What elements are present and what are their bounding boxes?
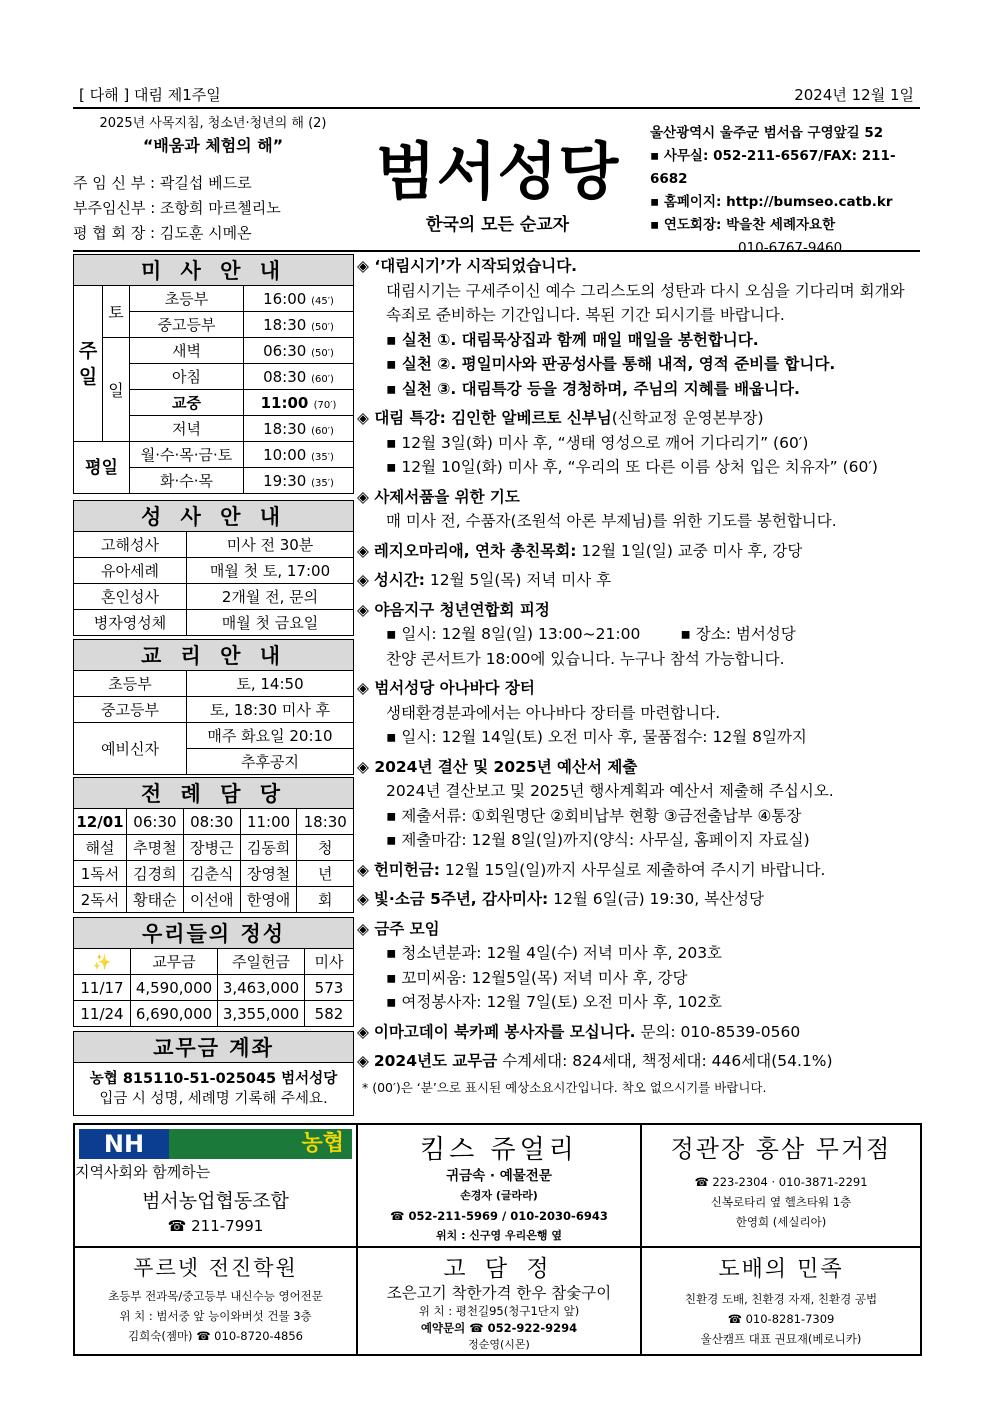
news-title: 빛·소금 5주년, 감사미사: (373, 890, 549, 908)
news-body: 대림시기는 구세주이신 예수 그리스도의 성탄과 다시 오심을 기다리며 회개와 속죄로 준비하는 기간입니다. 복된 기간 되시기를 바랍니다. (386, 281, 905, 324)
mass-name: 월·수·목·금·토 (130, 442, 244, 468)
person: 이선애 (183, 887, 240, 913)
weekday-label: 평일 (74, 442, 130, 494)
mass-time: 06:30 (50′) (244, 338, 354, 364)
motto-line: 2025년 사목지침, 청소년·청년의 해 (2) (99, 116, 327, 131)
ad-line: 조은고기 착한가격 한우 참숯구이 (386, 1284, 612, 1302)
offering-date: 11/24 (74, 1001, 131, 1027)
staff-item: 주 임 신 부 : 곽길섭 베드로 (73, 174, 252, 192)
address: 울산광역시 울주군 범서읍 구영앞길 52 (650, 125, 884, 141)
news-title: 야음지구 청년연합회 피정 (374, 600, 550, 619)
class-name: 초등부 (74, 671, 187, 697)
ad-line: 위치 : 신구영 우리은행 옆 (436, 1229, 562, 1242)
ad-title: 고 담 정 (443, 1256, 555, 1282)
account-table (73, 1031, 354, 1116)
mass-name: 중고등부 (130, 312, 244, 338)
ad-kims (357, 1124, 641, 1247)
offering-value: 3,463,000 (218, 975, 305, 1001)
news-item: ◈ ‘대림시기’가 시작되었습니다. 대림시기는 구세주이신 예수 그리스도의 성탄과 다시 오심을 기다리며 회개와 속죄로 준비하는 기간입니다. 복된 기간 되시기를 바랍니다. ▪ 실천 ①. 대림묵상집과 함께 매일 매일을 봉헌합니다. ▪ 실천 ②. 평일미사와 판공성사를 통해 내적, 영적 준비를 합니다. ▪ 실천 ③. 대림특강 등을 경청하며, 주님의 지혜를 배웁니다. (357, 254, 923, 401)
person: 장영철 (240, 861, 297, 887)
offering-value: 4,590,000 (131, 975, 218, 1001)
ad-name: 범서농업협동조합 (142, 1190, 289, 1212)
ad-jeonggwanjang (641, 1124, 921, 1247)
person: 추명철 (127, 835, 184, 861)
news-title: 2024년 결산 및 2025년 예산서 제출 (374, 757, 638, 776)
sunday-label: 주 일 (74, 286, 103, 442)
president: ▪ 연도회장: 박을찬 세례자요한 (650, 217, 836, 233)
news-item: ◈ 레지오마리애, 연차 총친목회: 12월 1일(일) 교중 미사 후, 강당 (357, 541, 803, 560)
news-title: 성시간: (373, 571, 425, 589)
person: 김춘식 (183, 861, 240, 887)
sparkle-icon: ✨ (74, 949, 131, 975)
sacrament-table (73, 500, 354, 636)
news-body: 찬양 콘서트가 18:00에 있습니다. 누구나 참석 가능합니다. (386, 649, 785, 668)
week-label: [ 다해 ] 대림 제1주일 (79, 86, 221, 104)
role: 1독서 (74, 861, 127, 887)
parish-subtitle: 한국의 모든 순교자 (425, 215, 570, 235)
mass-time: 18:30 (50′) (244, 312, 354, 338)
offering-value: 3,355,000 (218, 1001, 305, 1027)
news-item: ◈ 성시간: 12월 5일(목) 저녁 미사 후 (357, 571, 612, 589)
account-note: 입금 시 성명, 세례명 기록해 주세요. (99, 1091, 328, 1107)
person: 김경희 (127, 861, 184, 887)
news-bullet: ▪ 실천 ①. 대림묵상집과 함께 매일 매일을 봉헌합니다. (386, 330, 759, 349)
ad-nh (74, 1124, 357, 1247)
sacrament-info: 2개월 전, 문의 (187, 584, 354, 610)
news-body: 12월 15일(일)까지 사무실로 제출하여 주시기 바랍니다. (439, 860, 826, 879)
mass-time: 11:00 (70′) (244, 390, 354, 416)
ad-line: 손경자 (글라라) (460, 1189, 538, 1202)
catechism-table (73, 639, 354, 775)
section-title: 교무금 계좌 (74, 1032, 354, 1063)
ad-title: 킴스 쥬얼리 (420, 1135, 578, 1165)
news-bullet: ▪ 12월 10일(화) 미사 후, “우리의 또 다른 이름 상처 입은 치유자” (60′) (386, 458, 878, 476)
offering-head: 주일헌금 (218, 949, 305, 975)
ad-phone: ☎ 223-2304 · 010-3871-2291 (694, 1175, 868, 1189)
ad-phone: ☎ 211-7991 (167, 1217, 264, 1235)
sat-label: 토 (103, 286, 130, 338)
section-title: 성 사 안 내 (74, 501, 354, 532)
offering-table (73, 917, 354, 1027)
header-contact (650, 122, 925, 260)
news-item: ◈ 빛·소금 5주년, 감사미사: 12월 6일(금) 19:30, 복산성당 (357, 890, 764, 908)
nh-logo-mark: NH (79, 1129, 169, 1159)
news-title: 금주 모임 (374, 919, 440, 938)
news-body: 12월 5일(목) 저녁 미사 후 (424, 571, 612, 589)
sacrament-name: 유아세례 (74, 558, 187, 584)
liturgy-time: 08:30 (183, 809, 240, 835)
news-body: 12월 6일(금) 19:30, 복산성당 (548, 890, 764, 908)
person: 김동희 (240, 835, 297, 861)
news-body: 문의: 010-8539-0560 (635, 1022, 801, 1041)
mass-name: 화·수·목 (130, 468, 244, 494)
offering-value: 573 (305, 975, 354, 1001)
divider (73, 250, 920, 252)
liturgy-table (73, 777, 354, 913)
news-bullet: ▪ 12월 3일(화) 미사 후, “생태 영성으로 깨어 기다리기” (60′) (386, 433, 809, 452)
header-left (73, 112, 353, 246)
ad-line: 친환경 도배, 친환경 자재, 친환경 공법 (684, 1292, 878, 1306)
ad-line: 정순영(시몬) (468, 1338, 530, 1351)
ad-phone: ☎ 010-8281-7309 (727, 1312, 835, 1326)
class-info: 토, 18:30 미사 후 (187, 697, 354, 723)
ad-godamjeong (357, 1247, 641, 1355)
liturgy-time: 18:30 (297, 809, 354, 835)
homepage-link[interactable]: ▪ 홈페이지: http://bumseo.catb.kr (650, 194, 893, 210)
person: 장병근 (183, 835, 240, 861)
news-body: 수계세대: 824세대, 책정세대: 446세대(54.1%) (497, 1052, 833, 1070)
news-bullet: ▪ 여정봉사자: 12월 7일(토) 오전 미사 후, 102호 (386, 993, 723, 1011)
news-item: ◈ 금주 모임 ▪ 청소년분과: 12월 4일(수) 저녁 미사 후, 203호 ▪ 꼬미씨움: 12월5일(목) 저녁 미사 후, 강당 ▪ 여정봉사자: 12월 7일(토) 오전 미사 후, 102호 (357, 917, 923, 1015)
news-column (357, 254, 923, 1100)
footnote: * (00′)은 ‘분’으로 표시된 예상소요시간입니다. 착오 없으시기를 바랍니다. (362, 1079, 767, 1095)
role: 해설 (74, 835, 127, 861)
news-item: ◈ 대림 특강: 김인한 알베르토 신부님(신학교정 운영본부장) ▪ 12월 3일(화) 미사 후, “생태 영성으로 깨어 기다리기” (60′) ▪ 12월 10일(화) 미사 후, “우리의 또 다른 이름 상처 입은 치유자” (60′) (357, 406, 923, 480)
offering-head: 미사 (305, 949, 354, 975)
ad-line: 위 치 : 범서중 앞 능이와버섯 건물 3층 (119, 1309, 312, 1323)
ad-phone: 김희숙(젬마) ☎ 010-8720-4856 (128, 1329, 303, 1343)
president-phone: 010-6767-9460 (738, 240, 843, 256)
sacrament-info: 미사 전 30분 (187, 532, 354, 558)
ad-phone: ☎ 052-211-5969 / 010-2030-6943 (390, 1209, 608, 1223)
class-info: 추후공지 (187, 749, 354, 775)
news-bullet: ▪ 꼬미씨움: 12월5일(목) 저녁 미사 후, 강당 (386, 968, 688, 987)
news-bullet: ▪ 일시: 12월 8일(일) 13:00~21:00 (386, 625, 641, 643)
person: 회 (297, 887, 354, 913)
news-bullet: ▪ 제출서류: ①회원명단 ②회비납부 현황 ③금전출납부 ④통장 (386, 806, 802, 825)
account-info (74, 1063, 354, 1116)
ad-line: 신복로타리 옆 헬츠타워 1층 (710, 1195, 852, 1209)
news-title: 이마고데이 북카페 봉사자를 모십니다. (373, 1022, 636, 1041)
news-item: ◈ 2024년도 교무금 수계세대: 824세대, 책정세대: 446세대(54.1%) (357, 1052, 833, 1070)
news-bullet: ▪ 제출마감: 12월 8일(일)까지(양식: 사무실, 홈페이지 자료실) (386, 831, 810, 849)
news-title: 범서성당 아나바다 장터 (374, 679, 535, 697)
mass-time: 18:30 (60′) (244, 416, 354, 442)
office-phone: ▪ 사무실: 052-211-6567/FAX: 211-6682 (650, 148, 896, 187)
class-info: 매주 화요일 20:10 (187, 723, 354, 749)
nh-logo-text: 농협 (169, 1129, 352, 1159)
news-item: ◈ 범서성당 아나바다 장터 생태환경분과에서는 아나바다 장터를 마련합니다. ▪ 일시: 12월 14일(토) 오전 미사 후, 물품접수: 12월 8일까지 (357, 676, 923, 750)
section-title: 전 례 담 당 (74, 778, 354, 809)
ad-title: 도배의 민족 (718, 1257, 844, 1282)
nh-logo (79, 1129, 352, 1159)
person: 황태순 (127, 887, 184, 913)
person: 년 (297, 861, 354, 887)
news-title: 사제서품을 위한 기도 (374, 487, 520, 506)
liturgy-time: 11:00 (240, 809, 297, 835)
staff-item: 부주임신부 : 조항희 마르첼리노 (73, 199, 281, 217)
sun-label: 일 (103, 338, 130, 442)
news-item: ◈ 사제서품을 위한 기도 매 미사 전, 수품자(조원석 아론 부제님)를 위한 기도를 봉헌합니다. (357, 485, 923, 534)
offering-value: 6,690,000 (131, 1001, 218, 1027)
news-bullet: ▪ 일시: 12월 14일(토) 오전 미사 후, 물품접수: 12월 8일까지 (386, 728, 807, 746)
news-bullet: ▪ 청소년분과: 12월 4일(수) 저녁 미사 후, 203호 (386, 944, 723, 962)
sacrament-name: 혼인성사 (74, 584, 187, 610)
mass-name: 아침 (130, 364, 244, 390)
news-body: 2024년 결산보고 및 2025년 행사계획과 예산서 제출해 주십시오. (386, 782, 834, 800)
news-title: ‘대림시기’가 시작되었습니다. (374, 257, 578, 275)
news-bullet: ▪ 실천 ③. 대림특강 등을 경청하며, 주님의 지혜를 배웁니다. (386, 379, 800, 398)
news-body: 매 미사 전, 수품자(조원석 아론 부제님)를 위한 기도를 봉헌합니다. (386, 512, 837, 530)
news-body: 12월 1일(일) 교중 미사 후, 강당 (576, 541, 803, 560)
sacrament-name: 고해성사 (74, 532, 187, 558)
sacrament-info: 매월 첫 금요일 (187, 610, 354, 636)
offering-value: 582 (305, 1001, 354, 1027)
ad-title: 정관장 홍삼 무거점 (670, 1135, 892, 1163)
liturgy-date: 12/01 (74, 809, 127, 835)
mass-name: 초등부 (130, 286, 244, 312)
mass-name: 새벽 (130, 338, 244, 364)
offering-head: 교무금 (131, 949, 218, 975)
staff-item: 평 협 회 장 : 김도훈 시메온 (73, 224, 252, 242)
news-title: 대림 특강: 김인한 알베르토 신부님 (374, 409, 612, 427)
news-body: 생태환경분과에서는 아나바다 장터를 마련합니다. (386, 703, 721, 722)
mass-time: 16:00 (45′) (244, 286, 354, 312)
ad-line: 울산캠프 대표 권묘재(베로니카) (700, 1332, 862, 1346)
role: 2독서 (74, 887, 127, 913)
news-bullet: ▪ 장소: 범서성당 (680, 625, 796, 643)
ad-line: 초등부 전과목/중고등부 내신수능 영어전문 (108, 1289, 323, 1303)
news-title: 헌미헌금: (373, 860, 440, 879)
news-title: 레지오마리애, 연차 총친목회: (373, 541, 577, 560)
ad-line: 지역사회와 함께하는 (75, 1163, 211, 1181)
section-title: 우리들의 정성 (74, 918, 354, 949)
ad-title: 푸르넷 전진학원 (133, 1256, 298, 1280)
mass-time: 10:00 (35′) (244, 442, 354, 468)
sacrament-info: 매월 첫 토, 17:00 (187, 558, 354, 584)
mass-name: 저녁 (130, 416, 244, 442)
mass-time: 08:30 (60′) (244, 364, 354, 390)
news-title: 2024년도 교무금 (373, 1052, 498, 1070)
ad-line: 한영희 (세실리아) (735, 1215, 827, 1229)
ads-section (73, 1123, 920, 1356)
class-info: 토, 14:50 (187, 671, 354, 697)
ad-line: 위 치 : 평천길95(청구1단지 앞) (418, 1304, 580, 1318)
ad-line: 귀금속 · 예물전문 (446, 1168, 552, 1184)
news-item: ◈ 2024년 결산 및 2025년 예산서 제출 2024년 결산보고 및 2025년 행사계획과 예산서 제출해 주십시오. ▪ 제출서류: ①회원명단 ②회비납부 현황 ③금전출납부 ④통장 ▪ 제출마감: 12월 8일(일)까지(양식: 사무실, 홈페이지 자료실) (357, 755, 923, 853)
class-name: 중고등부 (74, 697, 187, 723)
ad-purunet (74, 1247, 357, 1355)
news-item: ◈ 야음지구 청년연합회 피정 ▪ 일시: 12월 8일(일) 13:00~21:00 ▪ 장소: 범서성당 찬양 콘서트가 18:00에 있습니다. 누구나 참석 가능합니다. (357, 598, 923, 672)
news-title-rest: (신학교정 운영본부장) (611, 409, 764, 427)
mass-table (73, 254, 354, 494)
liturgy-time: 06:30 (127, 809, 184, 835)
top-bar (73, 81, 920, 109)
news-bullet: ▪ 실천 ②. 평일미사와 판공성사를 통해 내적, 영적 준비를 합니다. (386, 355, 836, 373)
staff-list (73, 171, 353, 246)
class-name: 예비신자 (74, 723, 187, 775)
news-item: ◈ 헌미헌금: 12월 15일(일)까지 사무실로 제출하여 주시기 바랍니다. (357, 860, 826, 879)
motto-title: “배움과 체험의 해” (142, 136, 284, 155)
mass-name: 교중 (130, 390, 244, 416)
mass-time: 19:30 (35′) (244, 468, 354, 494)
date-label: 2024년 12월 1일 (794, 86, 914, 104)
section-title: 미 사 안 내 (74, 255, 354, 286)
ad-phone: 예약문의 ☎ 052-922-9294 (420, 1321, 578, 1335)
ad-dobae (641, 1247, 921, 1355)
news-item: ◈ 이마고데이 북카페 봉사자를 모십니다. 문의: 010-8539-0560 (357, 1022, 801, 1041)
person: 한영애 (240, 887, 297, 913)
parish-title: 범서성당 (375, 135, 620, 208)
section-title: 교 리 안 내 (74, 640, 354, 671)
offering-date: 11/17 (74, 975, 131, 1001)
sacrament-name: 병자영성체 (74, 610, 187, 636)
person: 청 (297, 835, 354, 861)
account-number: 농협 815110-51-025045 범서성당 (89, 1071, 338, 1087)
ads-table (73, 1123, 922, 1356)
